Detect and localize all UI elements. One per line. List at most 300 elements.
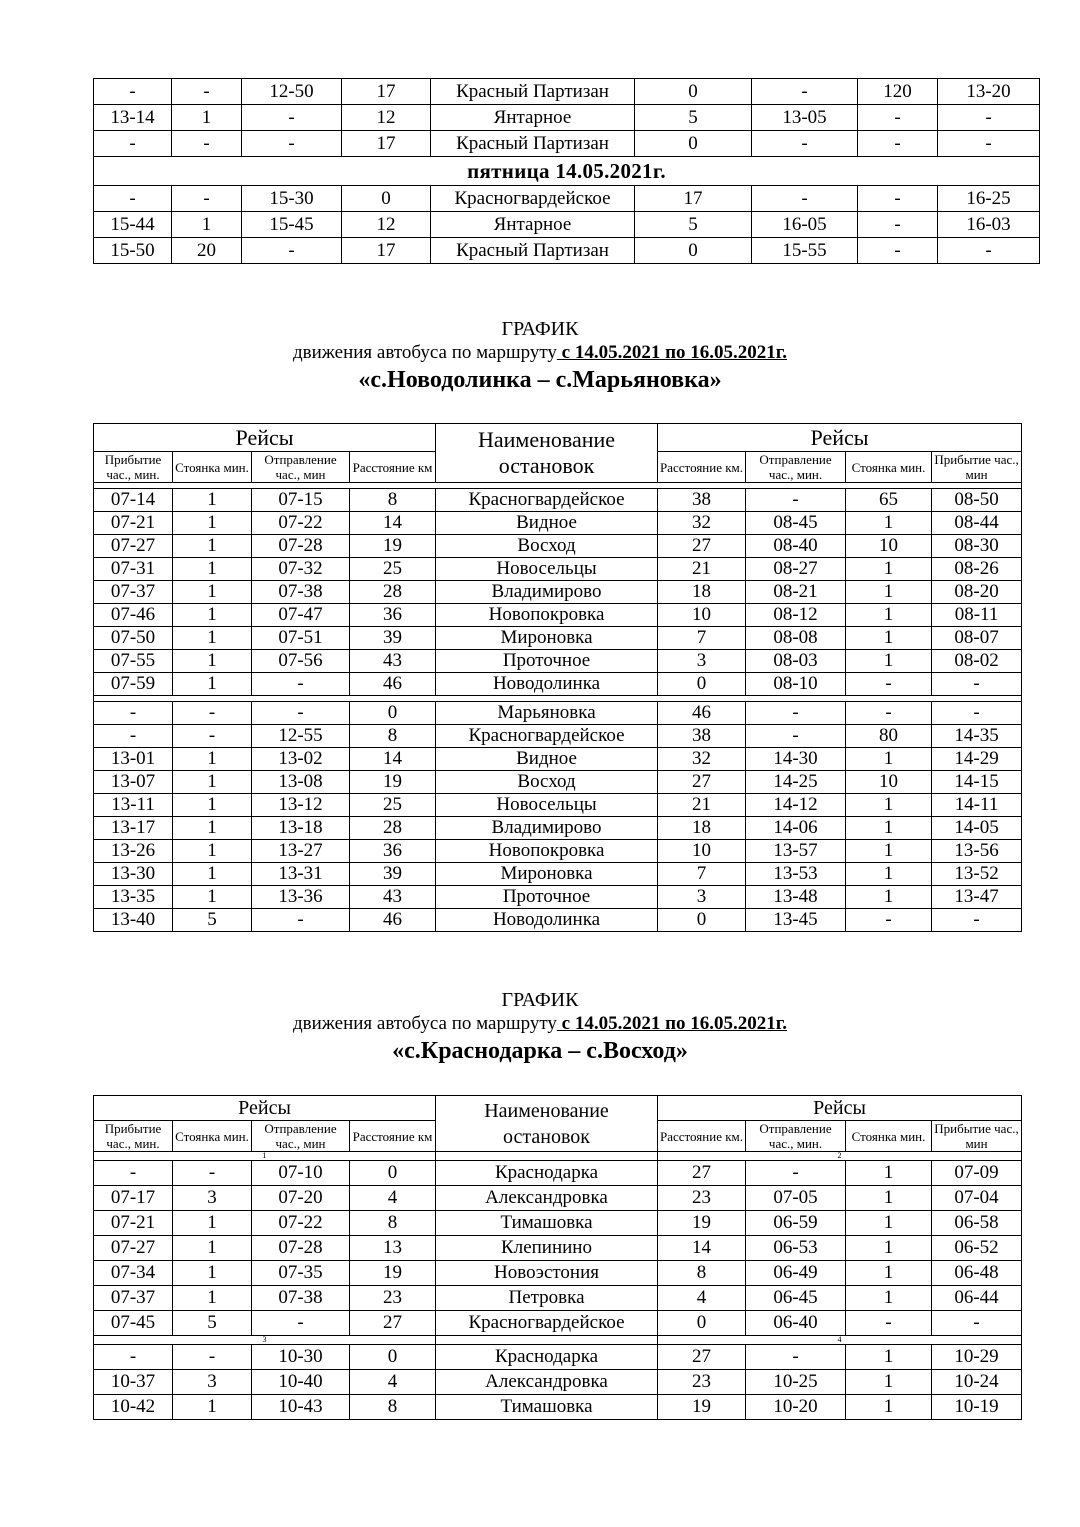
cell-stop-minutes-return: 80	[846, 725, 932, 748]
trip-number-spacer	[436, 1336, 658, 1345]
table-row	[94, 794, 1022, 817]
cell-departure-return: 07-05	[746, 1186, 846, 1211]
cell-stop-minutes: 1	[173, 1395, 252, 1420]
cell-distance: 17	[342, 79, 431, 105]
col-departure: Отправление час., мин	[252, 1121, 350, 1152]
col-arrival-return: Прибытие час., мин	[932, 452, 1022, 483]
cell-stop-minutes: 5	[173, 909, 252, 932]
cell-departure: 07-47	[252, 604, 350, 627]
cell-departure-return: 14-06	[746, 817, 846, 840]
cell-arrival-return: 13-47	[932, 886, 1022, 909]
cell-stop-minutes-return: -	[846, 673, 932, 696]
cell-departure-return: 14-25	[746, 771, 846, 794]
cell-distance-return: 19	[658, 1395, 746, 1420]
cell-stop-minutes-return: 1	[846, 558, 932, 581]
cell-stop-minutes: 1	[173, 1261, 252, 1286]
cell-distance-return: 0	[635, 131, 752, 157]
cell-stop-name: Видное	[436, 512, 658, 535]
table-row	[94, 1370, 1022, 1395]
cell-arrival: 07-37	[94, 581, 173, 604]
cell-arrival: 07-37	[94, 1286, 173, 1311]
cell-departure-return: 08-12	[746, 604, 846, 627]
cell-departure-return: 13-53	[746, 863, 846, 886]
schedule-table-continuation	[93, 78, 1040, 264]
cell-stop-name: Красногвардейское	[436, 489, 658, 512]
cell-arrival-return: -	[932, 1311, 1022, 1336]
cell-departure: 10-43	[252, 1395, 350, 1420]
cell-stop-minutes-return: 1	[846, 748, 932, 771]
table-row	[94, 817, 1022, 840]
cell-stop-minutes: 3	[173, 1186, 252, 1211]
cell-arrival: 07-31	[94, 558, 173, 581]
cell-stop-minutes: -	[172, 186, 242, 212]
cell-distance-return: 0	[658, 673, 746, 696]
cell-arrival-return: 08-02	[932, 650, 1022, 673]
table-row	[94, 604, 1022, 627]
cell-stop-name: Марьяновка	[436, 702, 658, 725]
cell-distance-return: 38	[658, 489, 746, 512]
cell-distance-return: 27	[658, 771, 746, 794]
cell-distance-return: 17	[635, 186, 752, 212]
cell-distance: 43	[350, 886, 436, 909]
table-row	[94, 238, 1040, 264]
cell-departure: 10-40	[252, 1370, 350, 1395]
cell-stop-minutes-return: 1	[846, 863, 932, 886]
cell-stop-minutes-return: 1	[846, 794, 932, 817]
cell-arrival: -	[94, 1161, 173, 1186]
cell-departure-return: 13-57	[746, 840, 846, 863]
schedule-title: ГРАФИК	[501, 989, 579, 1011]
trip-number-spacer	[436, 1152, 658, 1161]
cell-stop-name: Новоэстония	[436, 1261, 658, 1286]
cell-departure-return: 06-49	[746, 1261, 846, 1286]
cell-stop-minutes: 1	[172, 212, 242, 238]
cell-stop-name: Александровка	[436, 1370, 658, 1395]
cell-distance: 13	[350, 1236, 436, 1261]
cell-arrival-return: 08-50	[932, 489, 1022, 512]
cell-stop-minutes: -	[173, 1345, 252, 1370]
table-row	[94, 1286, 1022, 1311]
cell-departure-return: -	[746, 725, 846, 748]
cell-stop-minutes: 1	[173, 794, 252, 817]
cell-departure-return: 08-45	[746, 512, 846, 535]
cell-distance: 4	[350, 1186, 436, 1211]
cell-departure-return: -	[752, 131, 858, 157]
col-arrival: Прибытие час., мин.	[94, 1121, 173, 1152]
cell-stop-name: Клепинино	[436, 1236, 658, 1261]
cell-departure-return: 08-27	[746, 558, 846, 581]
cell-arrival-return: -	[938, 238, 1040, 264]
cell-arrival: -	[94, 702, 173, 725]
table-row	[94, 771, 1022, 794]
cell-arrival: 07-27	[94, 1236, 173, 1261]
col-distance-return: Расстояние км.	[658, 452, 746, 483]
cell-stop-name: Красногвардейское	[431, 186, 635, 212]
cell-stop-minutes-return: 1	[846, 650, 932, 673]
cell-arrival-return: -	[932, 909, 1022, 932]
cell-distance: 14	[350, 748, 436, 771]
table-row	[94, 1311, 1022, 1336]
cell-stop-name: Проточное	[436, 650, 658, 673]
cell-departure-return: -	[752, 186, 858, 212]
cell-departure-return: 08-08	[746, 627, 846, 650]
cell-departure-return: 08-03	[746, 650, 846, 673]
cell-stop-minutes: -	[173, 725, 252, 748]
cell-stop-minutes-return: 1	[846, 817, 932, 840]
table-row	[94, 79, 1040, 105]
cell-departure: 13-02	[252, 748, 350, 771]
table-row	[94, 702, 1022, 725]
cell-distance-return: 5	[635, 105, 752, 131]
cell-departure-return: 13-05	[752, 105, 858, 131]
cell-departure: 07-22	[252, 1211, 350, 1236]
col-departure: Отправление час., мин	[252, 452, 350, 483]
cell-departure-return: 13-45	[746, 909, 846, 932]
cell-arrival-return: 06-48	[932, 1261, 1022, 1286]
cell-departure: 13-08	[252, 771, 350, 794]
cell-stop-name: Мироновка	[436, 863, 658, 886]
cell-arrival-return: 08-07	[932, 627, 1022, 650]
day-row	[94, 157, 1040, 186]
cell-departure: -	[252, 702, 350, 725]
trip-number-2: 2	[658, 1152, 1022, 1161]
cell-stop-name: Владимирово	[436, 817, 658, 840]
schedule-subtitle	[0, 1012, 1080, 1036]
cell-stop-minutes-return: -	[846, 909, 932, 932]
cell-arrival: -	[94, 725, 173, 748]
cell-distance-return: 0	[658, 909, 746, 932]
cell-arrival-return: 06-58	[932, 1211, 1022, 1236]
cell-stop-minutes: 1	[173, 886, 252, 909]
cell-distance-return: 21	[658, 558, 746, 581]
route-name: «с.Краснодарка – с.Восход»	[392, 1038, 688, 1064]
cell-distance: 23	[350, 1286, 436, 1311]
cell-stop-minutes-return: 1	[846, 1261, 932, 1286]
cell-stop-minutes-return: 1	[846, 1236, 932, 1261]
cell-departure: -	[252, 1311, 350, 1336]
cell-distance: 28	[350, 581, 436, 604]
cell-distance-return: 0	[658, 1311, 746, 1336]
table-row	[94, 1211, 1022, 1236]
cell-stop-minutes: 1	[173, 673, 252, 696]
cell-stop-name: Новосельцы	[436, 558, 658, 581]
cell-stop-minutes-return: -	[846, 1311, 932, 1336]
cell-departure-return: 08-21	[746, 581, 846, 604]
cell-arrival-return: 08-44	[932, 512, 1022, 535]
cell-distance-return: 3	[658, 886, 746, 909]
cell-departure-return: -	[746, 702, 846, 725]
cell-stop-name: Новопокровка	[436, 840, 658, 863]
cell-departure: 07-38	[252, 581, 350, 604]
cell-stop-minutes: 1	[173, 817, 252, 840]
cell-arrival: 10-42	[94, 1395, 173, 1420]
cell-distance-return: 27	[658, 1161, 746, 1186]
cell-departure-return: -	[746, 1345, 846, 1370]
cell-departure-return: 08-40	[746, 535, 846, 558]
cell-arrival-return: 14-11	[932, 794, 1022, 817]
cell-stop-name: Красногвардейское	[436, 725, 658, 748]
cell-departure: 13-18	[252, 817, 350, 840]
cell-arrival-return: -	[938, 105, 1040, 131]
cell-stop-minutes: 1	[173, 581, 252, 604]
cell-arrival-return: -	[932, 702, 1022, 725]
cell-stop-minutes: -	[172, 79, 242, 105]
trips-header-right: Рейсы	[658, 424, 1022, 452]
col-distance: Расстояние км	[350, 1121, 436, 1152]
cell-stop-minutes-return: 1	[846, 604, 932, 627]
cell-arrival-return: -	[938, 131, 1040, 157]
cell-stop-minutes-return: 1	[846, 1395, 932, 1420]
cell-stop-minutes: 1	[173, 863, 252, 886]
cell-arrival-return: 08-30	[932, 535, 1022, 558]
col-distance-return: Расстояние км.	[658, 1121, 746, 1152]
cell-departure: 07-51	[252, 627, 350, 650]
col-departure-return: Отправление час., мин.	[746, 452, 846, 483]
cell-departure: -	[252, 673, 350, 696]
cell-arrival: 15-50	[94, 238, 172, 264]
cell-departure-return: -	[746, 489, 846, 512]
col-distance: Расстояние км	[350, 452, 436, 483]
cell-departure-return: 10-20	[746, 1395, 846, 1420]
cell-stop-minutes: 1	[173, 489, 252, 512]
route-name: «с.Новодолинка – с.Марьяновка»	[358, 367, 722, 393]
cell-stop-minutes: 3	[173, 1370, 252, 1395]
cell-distance-return: 23	[658, 1370, 746, 1395]
cell-stop-name: Краснодарка	[436, 1345, 658, 1370]
table-row	[94, 186, 1040, 212]
cell-stop-name: Новопокровка	[436, 604, 658, 627]
cell-distance-return: 23	[658, 1186, 746, 1211]
cell-departure-return: -	[752, 79, 858, 105]
cell-distance: 36	[350, 604, 436, 627]
trips-header-right: Рейсы	[658, 1096, 1022, 1121]
cell-arrival: 07-14	[94, 489, 173, 512]
cell-departure-return: 14-30	[746, 748, 846, 771]
cell-stop-minutes-return: 1	[846, 1161, 932, 1186]
table-row	[94, 650, 1022, 673]
cell-departure: 13-36	[252, 886, 350, 909]
schedule-subtitle	[0, 341, 1080, 365]
cell-arrival-return: 13-20	[938, 79, 1040, 105]
cell-arrival-return: 06-52	[932, 1236, 1022, 1261]
table-row	[94, 105, 1040, 131]
cell-distance-return: 8	[658, 1261, 746, 1286]
cell-stop-minutes-return: -	[858, 131, 938, 157]
table-row	[94, 840, 1022, 863]
cell-arrival: 13-35	[94, 886, 173, 909]
cell-arrival: 07-17	[94, 1186, 173, 1211]
cell-stop-minutes-return: 1	[846, 581, 932, 604]
cell-arrival-return: 13-56	[932, 840, 1022, 863]
cell-arrival-return: 10-29	[932, 1345, 1022, 1370]
cell-departure-return: 06-59	[746, 1211, 846, 1236]
cell-distance-return: 32	[658, 748, 746, 771]
cell-arrival: 13-01	[94, 748, 173, 771]
cell-distance: 28	[350, 817, 436, 840]
cell-departure: 07-38	[252, 1286, 350, 1311]
cell-stop-minutes: 1	[173, 771, 252, 794]
cell-arrival: -	[94, 1345, 173, 1370]
cell-distance: 0	[350, 1161, 436, 1186]
cell-stop-minutes-return: 1	[846, 1211, 932, 1236]
cell-distance: 25	[350, 558, 436, 581]
subtitle-prefix: движения автобуса по маршруту	[292, 342, 557, 363]
table-row	[94, 581, 1022, 604]
cell-stop-minutes: 1	[173, 558, 252, 581]
table-row	[94, 748, 1022, 771]
cell-departure-return: 13-48	[746, 886, 846, 909]
cell-arrival-return: -	[932, 673, 1022, 696]
cell-stop-minutes: 1	[173, 1211, 252, 1236]
cell-departure-return: 10-25	[746, 1370, 846, 1395]
cell-arrival: 07-50	[94, 627, 173, 650]
cell-arrival-return: 14-35	[932, 725, 1022, 748]
cell-arrival: -	[94, 131, 172, 157]
cell-distance-return: 21	[658, 794, 746, 817]
cell-stop-minutes: -	[173, 702, 252, 725]
cell-arrival: -	[94, 79, 172, 105]
cell-departure-return: 16-05	[752, 212, 858, 238]
table-row	[94, 909, 1022, 932]
cell-departure: 15-30	[242, 186, 342, 212]
cell-stop-name: Видное	[436, 748, 658, 771]
cell-distance: 19	[350, 1261, 436, 1286]
trips-header-left: Рейсы	[94, 424, 436, 452]
table-row	[94, 1345, 1022, 1370]
cell-stop-name: Краснодарка	[436, 1161, 658, 1186]
cell-distance-return: 7	[658, 627, 746, 650]
cell-stop-name: Красногвардейское	[436, 1311, 658, 1336]
cell-arrival: 13-11	[94, 794, 173, 817]
cell-stop-minutes: -	[173, 1161, 252, 1186]
cell-stop-name: Новодолинка	[436, 909, 658, 932]
cell-stop-minutes-return: 1	[846, 1186, 932, 1211]
cell-distance: 0	[350, 1345, 436, 1370]
cell-stop-minutes: 1	[173, 1286, 252, 1311]
cell-stop-name: Восход	[436, 771, 658, 794]
trips-header-left: Рейсы	[94, 1096, 436, 1121]
cell-arrival: 07-59	[94, 673, 173, 696]
cell-departure: 12-50	[242, 79, 342, 105]
cell-stop-minutes: 1	[173, 748, 252, 771]
cell-distance: 46	[350, 673, 436, 696]
cell-stop-name: Красный Партизан	[431, 238, 635, 264]
cell-arrival-return: 14-05	[932, 817, 1022, 840]
cell-distance: 46	[350, 909, 436, 932]
cell-distance: 0	[342, 186, 431, 212]
cell-arrival-return: 16-25	[938, 186, 1040, 212]
cell-arrival: 13-40	[94, 909, 173, 932]
cell-departure: 10-30	[252, 1345, 350, 1370]
cell-arrival-return: 07-09	[932, 1161, 1022, 1186]
cell-departure: 07-20	[252, 1186, 350, 1211]
cell-departure: 07-28	[252, 1236, 350, 1261]
col-arrival: Прибытие час., мин.	[94, 452, 173, 483]
cell-distance: 19	[350, 771, 436, 794]
cell-stop-minutes-return: -	[846, 702, 932, 725]
cell-arrival: 13-07	[94, 771, 173, 794]
trip-number-3: 3	[94, 1336, 436, 1345]
trip-number-1: 1	[94, 1152, 436, 1161]
cell-arrival: 15-44	[94, 212, 172, 238]
cell-stop-minutes-return: 1	[846, 886, 932, 909]
cell-distance-return: 4	[658, 1286, 746, 1311]
cell-distance-return: 18	[658, 817, 746, 840]
cell-arrival: 13-17	[94, 817, 173, 840]
stops-header: Наименование остановок	[436, 424, 658, 483]
cell-arrival: 07-46	[94, 604, 173, 627]
cell-stop-minutes-return: 10	[846, 535, 932, 558]
cell-departure: 07-15	[252, 489, 350, 512]
cell-departure: 07-22	[252, 512, 350, 535]
cell-distance: 17	[342, 238, 431, 264]
table-row	[94, 1395, 1022, 1420]
cell-departure-return: 08-10	[746, 673, 846, 696]
cell-stop-minutes-return: 1	[846, 1370, 932, 1395]
table-row	[94, 673, 1022, 696]
schedule-table-novodolinka	[93, 423, 1022, 932]
cell-stop-minutes-return: 1	[846, 840, 932, 863]
schedule-heading-krasnodarka	[0, 988, 1080, 1066]
cell-stop-minutes-return: 120	[858, 79, 938, 105]
cell-distance-return: 19	[658, 1211, 746, 1236]
cell-stop-minutes: 1	[172, 105, 242, 131]
cell-stop-minutes-return: -	[858, 238, 938, 264]
table-row	[94, 863, 1022, 886]
cell-departure: 15-45	[242, 212, 342, 238]
cell-stop-name: Красный Партизан	[431, 79, 635, 105]
cell-stop-minutes-return: 1	[846, 1345, 932, 1370]
cell-departure-return: 14-12	[746, 794, 846, 817]
cell-stop-name: Восход	[436, 535, 658, 558]
cell-stop-name: Петровка	[436, 1286, 658, 1311]
cell-arrival-return: 08-20	[932, 581, 1022, 604]
cell-distance-return: 0	[635, 238, 752, 264]
cell-arrival-return: 10-19	[932, 1395, 1022, 1420]
cell-stop-minutes-return: -	[858, 105, 938, 131]
cell-distance-return: 10	[658, 840, 746, 863]
col-arrival-return: Прибытие час., мин	[932, 1121, 1022, 1152]
cell-stop-minutes: 1	[173, 840, 252, 863]
cell-distance: 25	[350, 794, 436, 817]
cell-stop-name: Александровка	[436, 1186, 658, 1211]
table-row	[94, 1161, 1022, 1186]
cell-departure-return: -	[746, 1161, 846, 1186]
table-row	[94, 1261, 1022, 1286]
cell-distance: 12	[342, 105, 431, 131]
cell-arrival: 07-45	[94, 1311, 173, 1336]
cell-distance: 0	[350, 702, 436, 725]
cell-departure-return: 06-45	[746, 1286, 846, 1311]
cell-stop-minutes-return: 1	[846, 1286, 932, 1311]
cell-arrival: -	[94, 186, 172, 212]
cell-distance-return: 14	[658, 1236, 746, 1261]
cell-arrival: 10-37	[94, 1370, 173, 1395]
cell-distance: 8	[350, 725, 436, 748]
cell-distance: 8	[350, 1211, 436, 1236]
cell-arrival-return: 07-04	[932, 1186, 1022, 1211]
cell-distance: 8	[350, 489, 436, 512]
cell-arrival: 07-34	[94, 1261, 173, 1286]
cell-stop-name: Мироновка	[436, 627, 658, 650]
cell-departure: 07-56	[252, 650, 350, 673]
table-row	[94, 535, 1022, 558]
cell-stop-minutes: 1	[173, 512, 252, 535]
cell-distance-return: 27	[658, 1345, 746, 1370]
subtitle-dates: с 14.05.2021 по 16.05.2021г.	[556, 1013, 788, 1034]
cell-distance-return: 32	[658, 512, 746, 535]
cell-distance: 4	[350, 1370, 436, 1395]
